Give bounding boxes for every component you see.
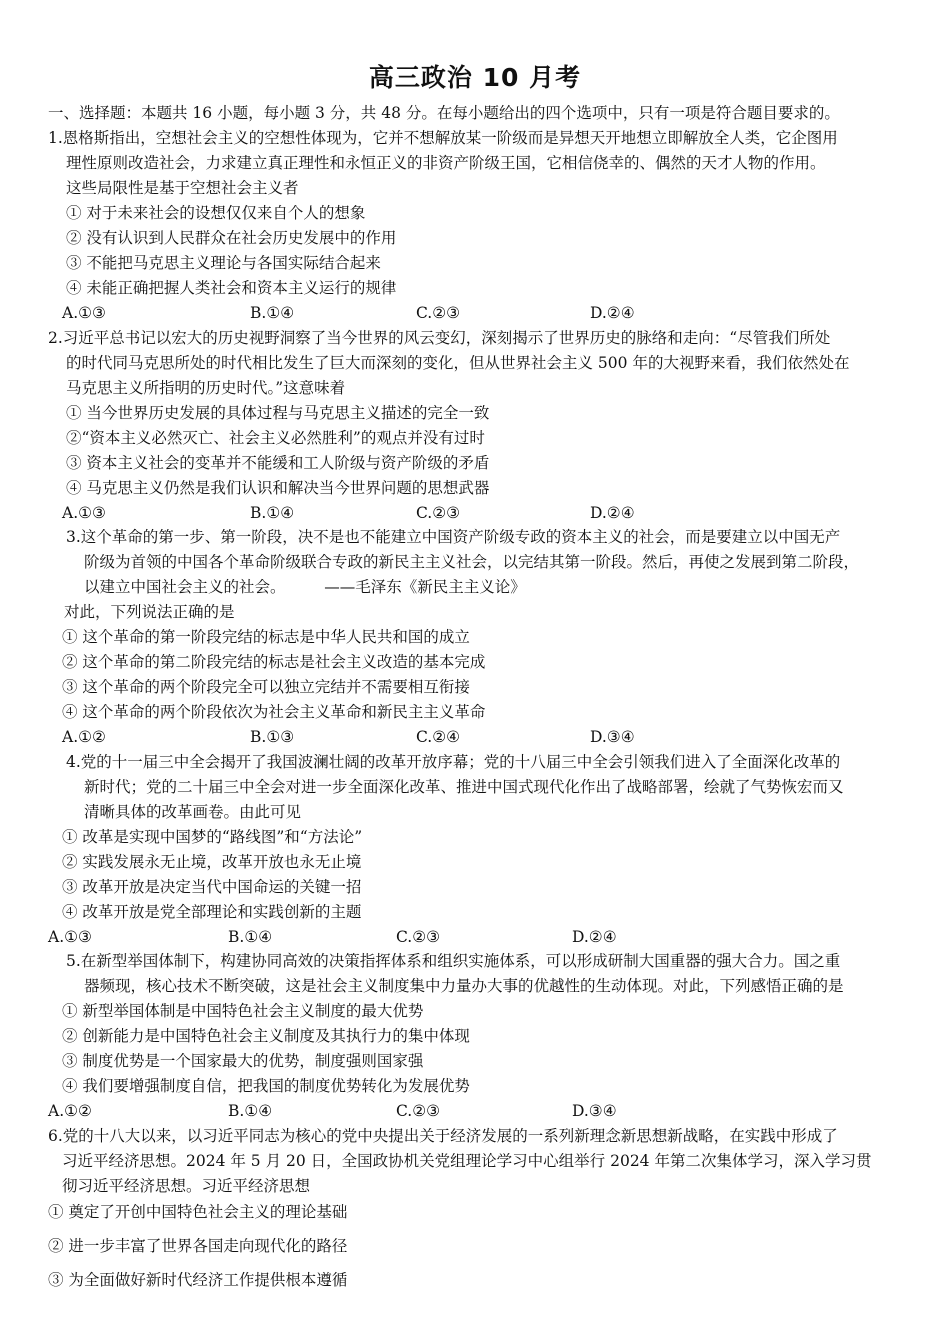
q3-option-c: C.②④	[416, 728, 461, 746]
q6-stem-line-2: 习近平经济思想。2024 年 5 月 20 日，全国政协机关党组理论学习中心组举行 2024 年第二次集体学习，深入学习贯	[62, 1152, 872, 1170]
q1-stem-line-3: 这些局限性是基于空想社会主义者	[66, 179, 299, 197]
q5-stem-line-2: 器频现，核心技术不断突破，这是社会主义制度集中力量办大事的优越性的生动体现。对此，下列感悟正确的是	[84, 977, 844, 995]
q3-option-a: A.①②	[62, 728, 106, 746]
q5-option-a: A.①②	[48, 1102, 92, 1120]
q4-statement-2: ② 实践发展永无止境，改革开放也永无止境	[62, 853, 362, 871]
page-title: 高三政治 10 月考	[368, 63, 582, 92]
q1-statement-2: ② 没有认识到人民群众在社会历史发展中的作用	[66, 229, 397, 247]
q1-statement-3: ③ 不能把马克思主义理论与各国实际结合起来	[66, 254, 381, 272]
q6-stem-line-3: 彻习近平经济思想。习近平经济思想	[62, 1177, 311, 1195]
q2-stem-line-3: 马克思主义所指明的历史时代。”这意味着	[66, 379, 346, 397]
q3-stem-line-2: 阶级为首领的中国各个革命阶级联合专政的新民主主义社会，以完结其第一阶段。然后，再使之发展到第二阶段，	[84, 553, 860, 571]
q2-option-c: C.②③	[416, 504, 461, 522]
q2-option-d: D.②④	[590, 504, 635, 522]
q4-stem-line-3: 清晰具体的改革画卷。由此可见	[84, 803, 302, 821]
q5-option-d: D.③④	[572, 1102, 617, 1120]
q2-stem-line-2: 的时代同马克思所处的时代相比发生了巨大而深刻的变化，但从世界社会主义 500 年的大视野来看，我们依然处在	[66, 354, 850, 372]
q3-statement-2: ② 这个革命的第二阶段完结的标志是社会主义改造的基本完成	[62, 653, 486, 671]
q3-statement-1: ① 这个革命的第一阶段完结的标志是中华人民共和国的成立	[62, 628, 470, 646]
q1-option-b: B.①④	[250, 304, 295, 322]
q4-stem-line-2: 新时代；党的二十届三中全会对进一步全面深化改革、推进中国式现代化作出了战略部署，绘就了气势恢宏而又	[84, 778, 844, 796]
q5-statement-4: ④ 我们要增强制度自信，把我国的制度优势转化为发展优势	[62, 1077, 470, 1095]
q2-stem-line-1: 2.习近平总书记以宏大的历史视野洞察了当今世界的风云变幻，深刻揭示了世界历史的脉络和走向：“尽管我们所处	[48, 329, 831, 347]
q4-option-c: C.②③	[396, 928, 441, 946]
q5-option-b: B.①④	[228, 1102, 273, 1120]
q2-statement-2: ②“资本主义必然灭亡、社会主义必然胜利”的观点并没有过时	[66, 429, 485, 447]
q5-statement-3: ③ 制度优势是一个国家最大的优势，制度强则国家强	[62, 1052, 424, 1070]
q1-stem-line-2: 理性原则改造社会，力求建立真正理性和永恒正义的非资产阶级王国，它相信侥幸的、偶然的天才人物的作用。	[66, 154, 826, 172]
q4-stem-line-1: 4.党的十一届三中全会揭开了我国波澜壮阔的改革开放序幕；党的十八届三中全会引领我们进入了全面深化改革的	[66, 753, 841, 771]
q4-statement-4: ④ 改革开放是党全部理论和实践创新的主题	[62, 903, 362, 921]
q3-stem-line-3: 以建立中国社会主义的社会。 ——毛泽东《新民主主义论》	[84, 578, 526, 596]
q6-statement-1: ① 奠定了开创中国特色社会主义的理论基础	[48, 1203, 348, 1221]
q2-option-b: B.①④	[250, 504, 295, 522]
q2-statement-3: ③ 资本主义社会的变革并不能缓和工人阶级与资产阶级的矛盾	[66, 454, 490, 472]
q1-option-a: A.①③	[62, 304, 106, 322]
q5-statement-2: ② 创新能力是中国特色社会主义制度及其执行力的集中体现	[62, 1027, 470, 1045]
q3-option-b: B.①③	[250, 728, 295, 746]
q6-statement-3: ③ 为全面做好新时代经济工作提供根本遵循	[48, 1271, 348, 1289]
q5-stem-line-1: 5.在新型举国体制下，构建协同高效的决策指挥体系和组织实施体系，可以形成研制大国重器的强大合力。国之重	[66, 952, 841, 970]
q3-stem-line-4: 对此，下列说法正确的是	[64, 603, 235, 621]
q2-statement-4: ④ 马克思主义仍然是我们认识和解决当今世界问题的思想武器	[66, 479, 490, 497]
q4-option-a: A.①③	[48, 928, 92, 946]
q6-stem-line-1: 6.党的十八大以来，以习近平同志为核心的党中央提出关于经济发展的一系列新理念新思想新战略，在实践中形成了	[48, 1127, 838, 1145]
section-header: 一、选择题：本题共 16 小题，每小题 3 分，共 48 分。在每小题给出的四个选项中，只有一项是符合题目要求的。	[48, 104, 840, 122]
q5-statement-1: ① 新型举国体制是中国特色社会主义制度的最大优势	[62, 1002, 424, 1020]
q3-stem-line-1: 3.这个革命的第一步、第一阶段，决不是也不能建立中国资产阶级专政的资本主义的社会，而是要建立以中国无产	[66, 528, 841, 546]
q3-statement-4: ④ 这个革命的两个阶段依次为社会主义革命和新民主主义革命	[62, 703, 486, 721]
q6-statement-2: ② 进一步丰富了世界各国走向现代化的路径	[48, 1237, 348, 1255]
q1-option-d: D.②④	[590, 304, 635, 322]
q2-option-a: A.①③	[62, 504, 106, 522]
q4-statement-1: ① 改革是实现中国梦的“路线图”和“方法论”	[62, 828, 363, 846]
q3-option-d: D.③④	[590, 728, 635, 746]
q5-option-c: C.②③	[396, 1102, 441, 1120]
q1-statement-1: ① 对于未来社会的设想仅仅来自个人的想象	[66, 204, 366, 222]
q1-option-c: C.②③	[416, 304, 461, 322]
q1-statement-4: ④ 未能正确把握人类社会和资本主义运行的规律	[66, 279, 397, 297]
q4-statement-3: ③ 改革开放是决定当代中国命运的关键一招	[62, 878, 362, 896]
q3-statement-3: ③ 这个革命的两个阶段完全可以独立完结并不需要相互衔接	[62, 678, 470, 696]
q2-statement-1: ① 当今世界历史发展的具体过程与马克思主义描述的完全一致	[66, 404, 490, 422]
q4-option-b: B.①④	[228, 928, 273, 946]
q4-option-d: D.②④	[572, 928, 617, 946]
q1-stem-line-1: 1.恩格斯指出，空想社会主义的空想性体现为，它并不想解放某一阶级而是异想天开地想立即解放全人类，它企图用	[48, 129, 838, 147]
